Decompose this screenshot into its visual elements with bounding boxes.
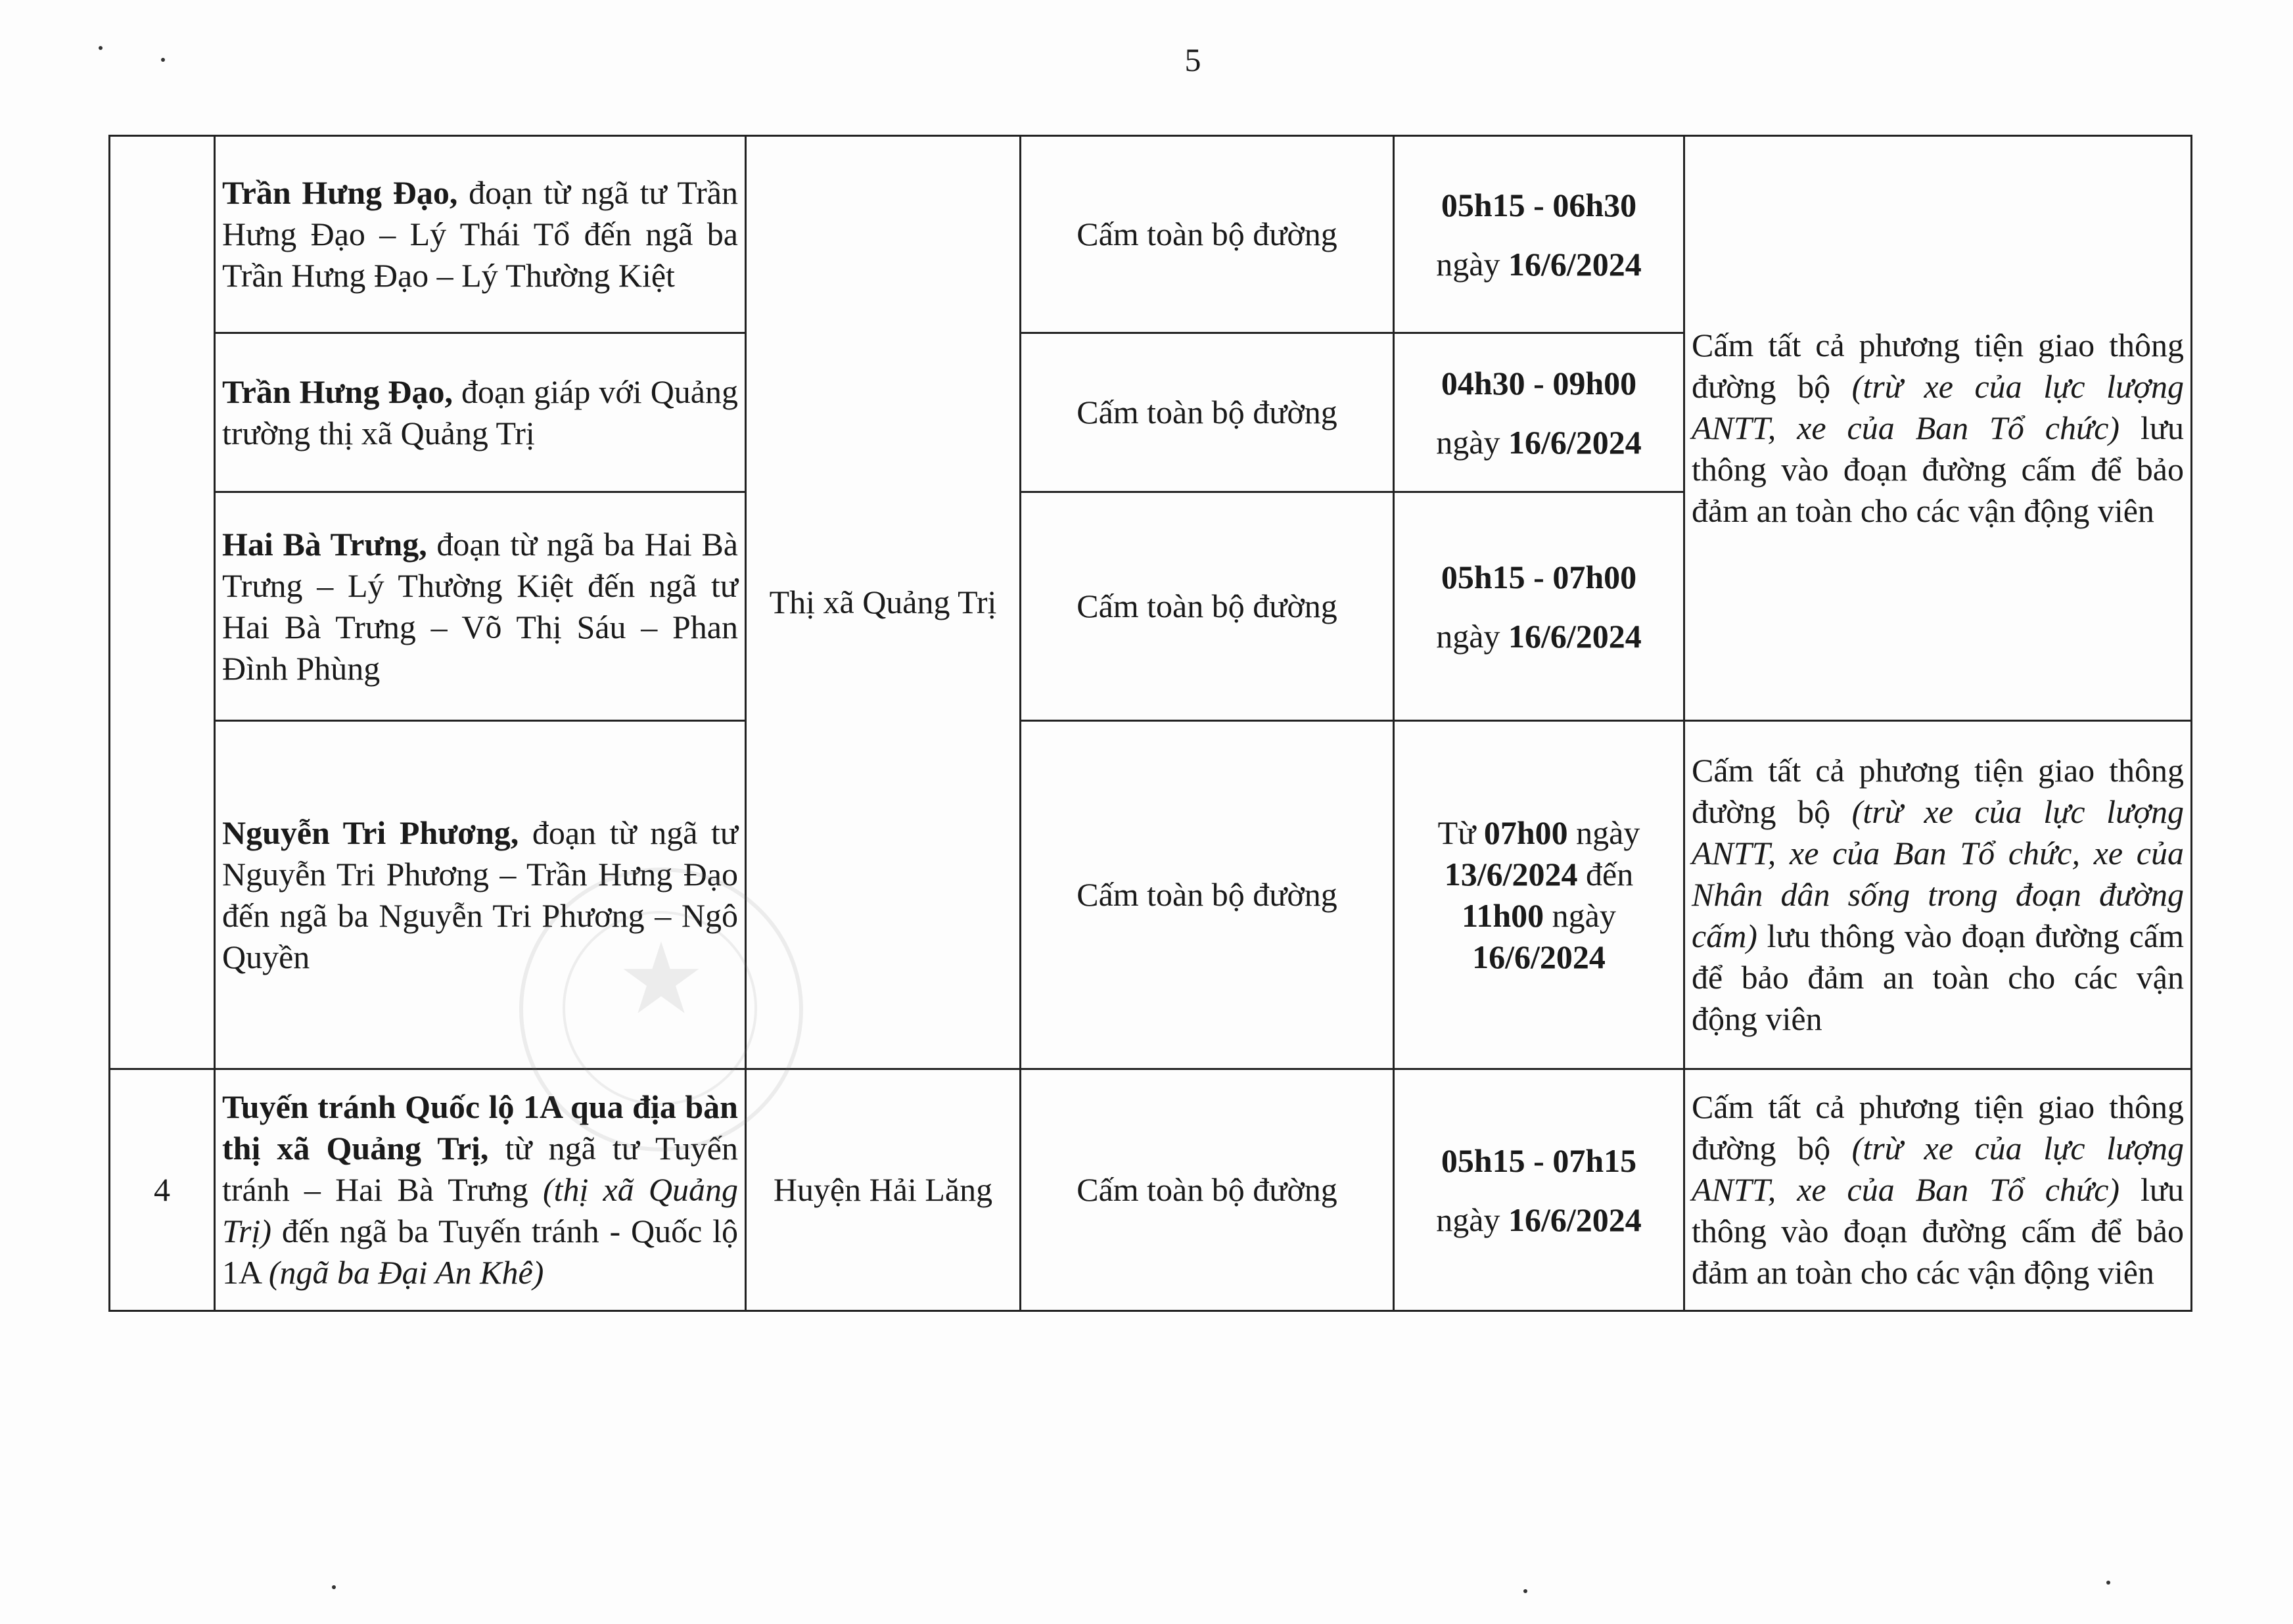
- time-cell: Từ 07h00 ngày 13/6/2024 đến 11h00 ngày 16/6/2024: [1394, 721, 1684, 1069]
- road-cell: Hai Bà Trưng, đoạn từ ngã ba Hai Bà Trưng – Lý Thường Kiệt đến ngã tư Hai Bà Trưng – Võ Thị Sáu – Phan Đình Phùng: [215, 492, 746, 721]
- measure-cell: Cấm toàn bộ đường: [1021, 1069, 1394, 1311]
- table-row: [110, 136, 2192, 333]
- measure-cell: Cấm toàn bộ đường: [1021, 721, 1394, 1069]
- road-cell: Trần Hưng Đạo, đoạn giáp với Quảng trường thị xã Quảng Trị: [215, 333, 746, 492]
- road-cell: Tuyến tránh Quốc lộ 1A qua địa bàn thị xã Quảng Trị, từ ngã tư Tuyến tránh – Hai Bà Trưng (thị xã Quảng Trị) đến ngã ba Tuyến tránh - Quốc lộ 1A (ngã ba Đại An Khê): [215, 1069, 746, 1311]
- page-number: 5: [1184, 41, 1201, 78]
- order-cell: [110, 136, 215, 1069]
- time-cell: 05h15 - 06h30 ngày 16/6/2024: [1394, 136, 1684, 333]
- scan-speck: [1523, 1589, 1527, 1593]
- note-cell: Cấm tất cả phương tiện giao thông đường bộ (trừ xe của lực lượng ANTT, xe của Ban Tổ chức, xe của Nhân dân sống trong đoạn đường cấm) lưu thông vào đoạn đường cấm để bảo đảm an toàn cho các vận động viên: [1684, 721, 2192, 1069]
- road-cell: Nguyễn Tri Phương, đoạn từ ngã tư Nguyễn Tri Phương – Trần Hưng Đạo đến ngã ba Nguyễn Tri Phương – Ngô Quyền: [215, 721, 746, 1069]
- road-cell: Trần Hưng Đạo, đoạn từ ngã tư Trần Hưng Đạo – Lý Thái Tổ đến ngã ba Trần Hưng Đạo – Lý Thường Kiệt: [215, 136, 746, 333]
- measure-cell: Cấm toàn bộ đường: [1021, 492, 1394, 721]
- time-cell: 05h15 - 07h00 ngày 16/6/2024: [1394, 492, 1684, 721]
- table-row: [110, 1069, 2192, 1311]
- scan-speck: [332, 1585, 336, 1589]
- time-cell: 05h15 - 07h15 ngày 16/6/2024: [1394, 1069, 1684, 1311]
- area-cell: Huyện Hải Lăng: [746, 1069, 1021, 1311]
- scan-speck: [2106, 1581, 2110, 1585]
- scan-speck: [161, 58, 165, 62]
- time-cell: 04h30 - 09h00 ngày 16/6/2024: [1394, 333, 1684, 492]
- scan-speck: [99, 46, 103, 50]
- order-cell: 4: [110, 1069, 215, 1311]
- area-cell: Thị xã Quảng Trị: [746, 136, 1021, 1069]
- table-row: [110, 721, 2192, 1069]
- measure-cell: Cấm toàn bộ đường: [1021, 333, 1394, 492]
- star-icon: ★: [616, 925, 706, 1034]
- traffic-restriction-table: [108, 135, 2192, 1312]
- measure-cell: Cấm toàn bộ đường: [1021, 136, 1394, 333]
- note-cell: Cấm tất cả phương tiện giao thông đường bộ (trừ xe của lực lượng ANTT, xe của Ban Tổ chức) lưu thông vào đoạn đường cấm để bảo đảm an toàn cho các vận động viên: [1684, 136, 2192, 721]
- note-cell: Cấm tất cả phương tiện giao thông đường bộ (trừ xe của lực lượng ANTT, xe của Ban Tổ chức) lưu thông vào đoạn đường cấm để bảo đảm an toàn cho các vận động viên: [1684, 1069, 2192, 1311]
